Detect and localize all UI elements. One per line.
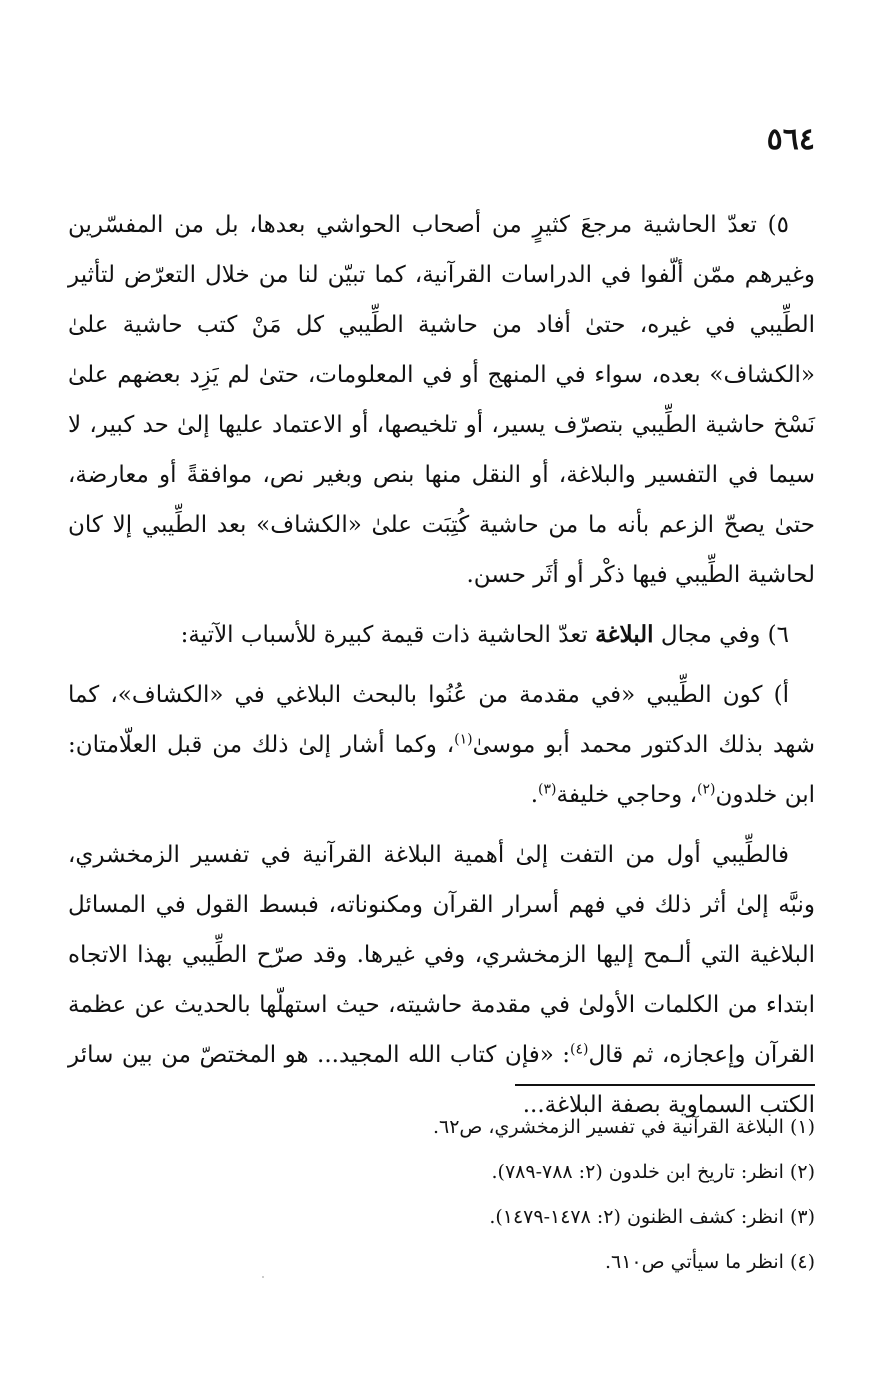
paragraph-a-part-4: . xyxy=(530,782,539,808)
page-number: ٥٦٤ xyxy=(766,122,815,157)
paragraph-a-part-2: ، وكما أشار إلىٰ ذلك من قبل العلّامتان: ابن خلدون xyxy=(68,732,815,808)
paragraph-tibi-part-2: : «فإن كتاب الله المجيد... هو المختصّ من بين سائر الكتب السماوية بصفة البلاغة... xyxy=(68,1042,815,1118)
footnote-4: (٤) انظر ما سيأتي ص٦١٠. xyxy=(604,1251,815,1273)
footnote-divider xyxy=(515,1084,815,1086)
paragraph-a-part-1: أ) كون الطِّيبي «في مقدمة من عُنُوا بالبحث البلاغي في «الكشاف»، كما شهد بذلك الدكتور محمد أبو موسىٰ xyxy=(68,682,816,758)
paragraph-point-6 xyxy=(68,610,815,660)
paragraph-point-6-prefix: ٦) وفي مجال xyxy=(653,622,789,648)
footnote-ref-4: (٤) xyxy=(570,1041,589,1058)
main-text xyxy=(68,200,815,1130)
paragraph-tibi-part-1: فالطِّيبي أول من التفت إلىٰ أهمية البلاغة القرآنية في تفسير الزمخشري، ونبَّه إلىٰ أثر ذلك في فهم أسرار القرآن ومكنوناته، فبسط القول في المسائل البلاغية التي ألـمح إليها الزمخشري، وفي غيرها. وقد صرّح الطِّيبي بهذا الاتجاه ابتداء من الكلمات الأولىٰ في مقدمة حاشيته، حيث استهلّها بالحديث عن عظمة القرآن وإعجازه، ثم قال xyxy=(68,842,816,1068)
footnote-ref-1: (١) xyxy=(454,731,473,748)
paragraph-a-part-3: ، وحاجي خليفة xyxy=(556,782,698,808)
paragraph-point-5: ٥) تعدّ الحاشية مرجعَ كثيرٍ من أصحاب الحواشي بعدها، بل من المفسّرين وغيرهم ممّن ألّفوا في الدراسات القرآنية، كما تبيّن لنا من خلال التعرّض لتأثير الطِّيبي في غيره، حتىٰ أفاد من حاشية الطِّيبي كل مَنْ كتب حاشية علىٰ «الكشاف» بعده، سواء في المنهج أو في المعلومات، حتىٰ لم يَزِد بعضهم علىٰ نَسْخ حاشية الطِّيبي بتصرّف يسير، أو تلخيصها، أو الاعتماد عليها إلىٰ حد كبير، لا سيما في التفسير والبلاغة، أو النقل منها بنص وبغير نص، موافقةً أو معارضة، حتىٰ يصحّ الزعم بأنه ما من حاشية كُتِبَت علىٰ «الكشاف» بعد الطِّيبي إلا كان لحاشية الطِّيبي فيها ذكْر أو أثَر حسن. xyxy=(68,212,815,588)
footnote-1: (١) البلاغة القرآنية في تفسير الزمخشري، ص٦٢. xyxy=(432,1116,815,1138)
scan-speck xyxy=(262,1276,264,1278)
footnote-3: (٣) انظر: كشف الظنون (٢: ١٤٧٨-١٤٧٩). xyxy=(489,1206,815,1228)
footnote-ref-2: (٢) xyxy=(697,781,716,798)
paragraph-point-a xyxy=(68,670,815,820)
footnote-ref-3: (٣) xyxy=(538,781,557,798)
paragraph-point-6-suffix: تعدّ الحاشية ذات قيمة كبيرة للأسباب الآتية: xyxy=(180,622,596,648)
footnotes xyxy=(68,1105,815,1285)
paragraph-point-6-bold-term: البلاغة xyxy=(595,621,654,648)
footnote-2: (٢) انظر: تاريخ ابن خلدون (٢: ٧٨٨-٧٨٩). xyxy=(491,1161,815,1183)
